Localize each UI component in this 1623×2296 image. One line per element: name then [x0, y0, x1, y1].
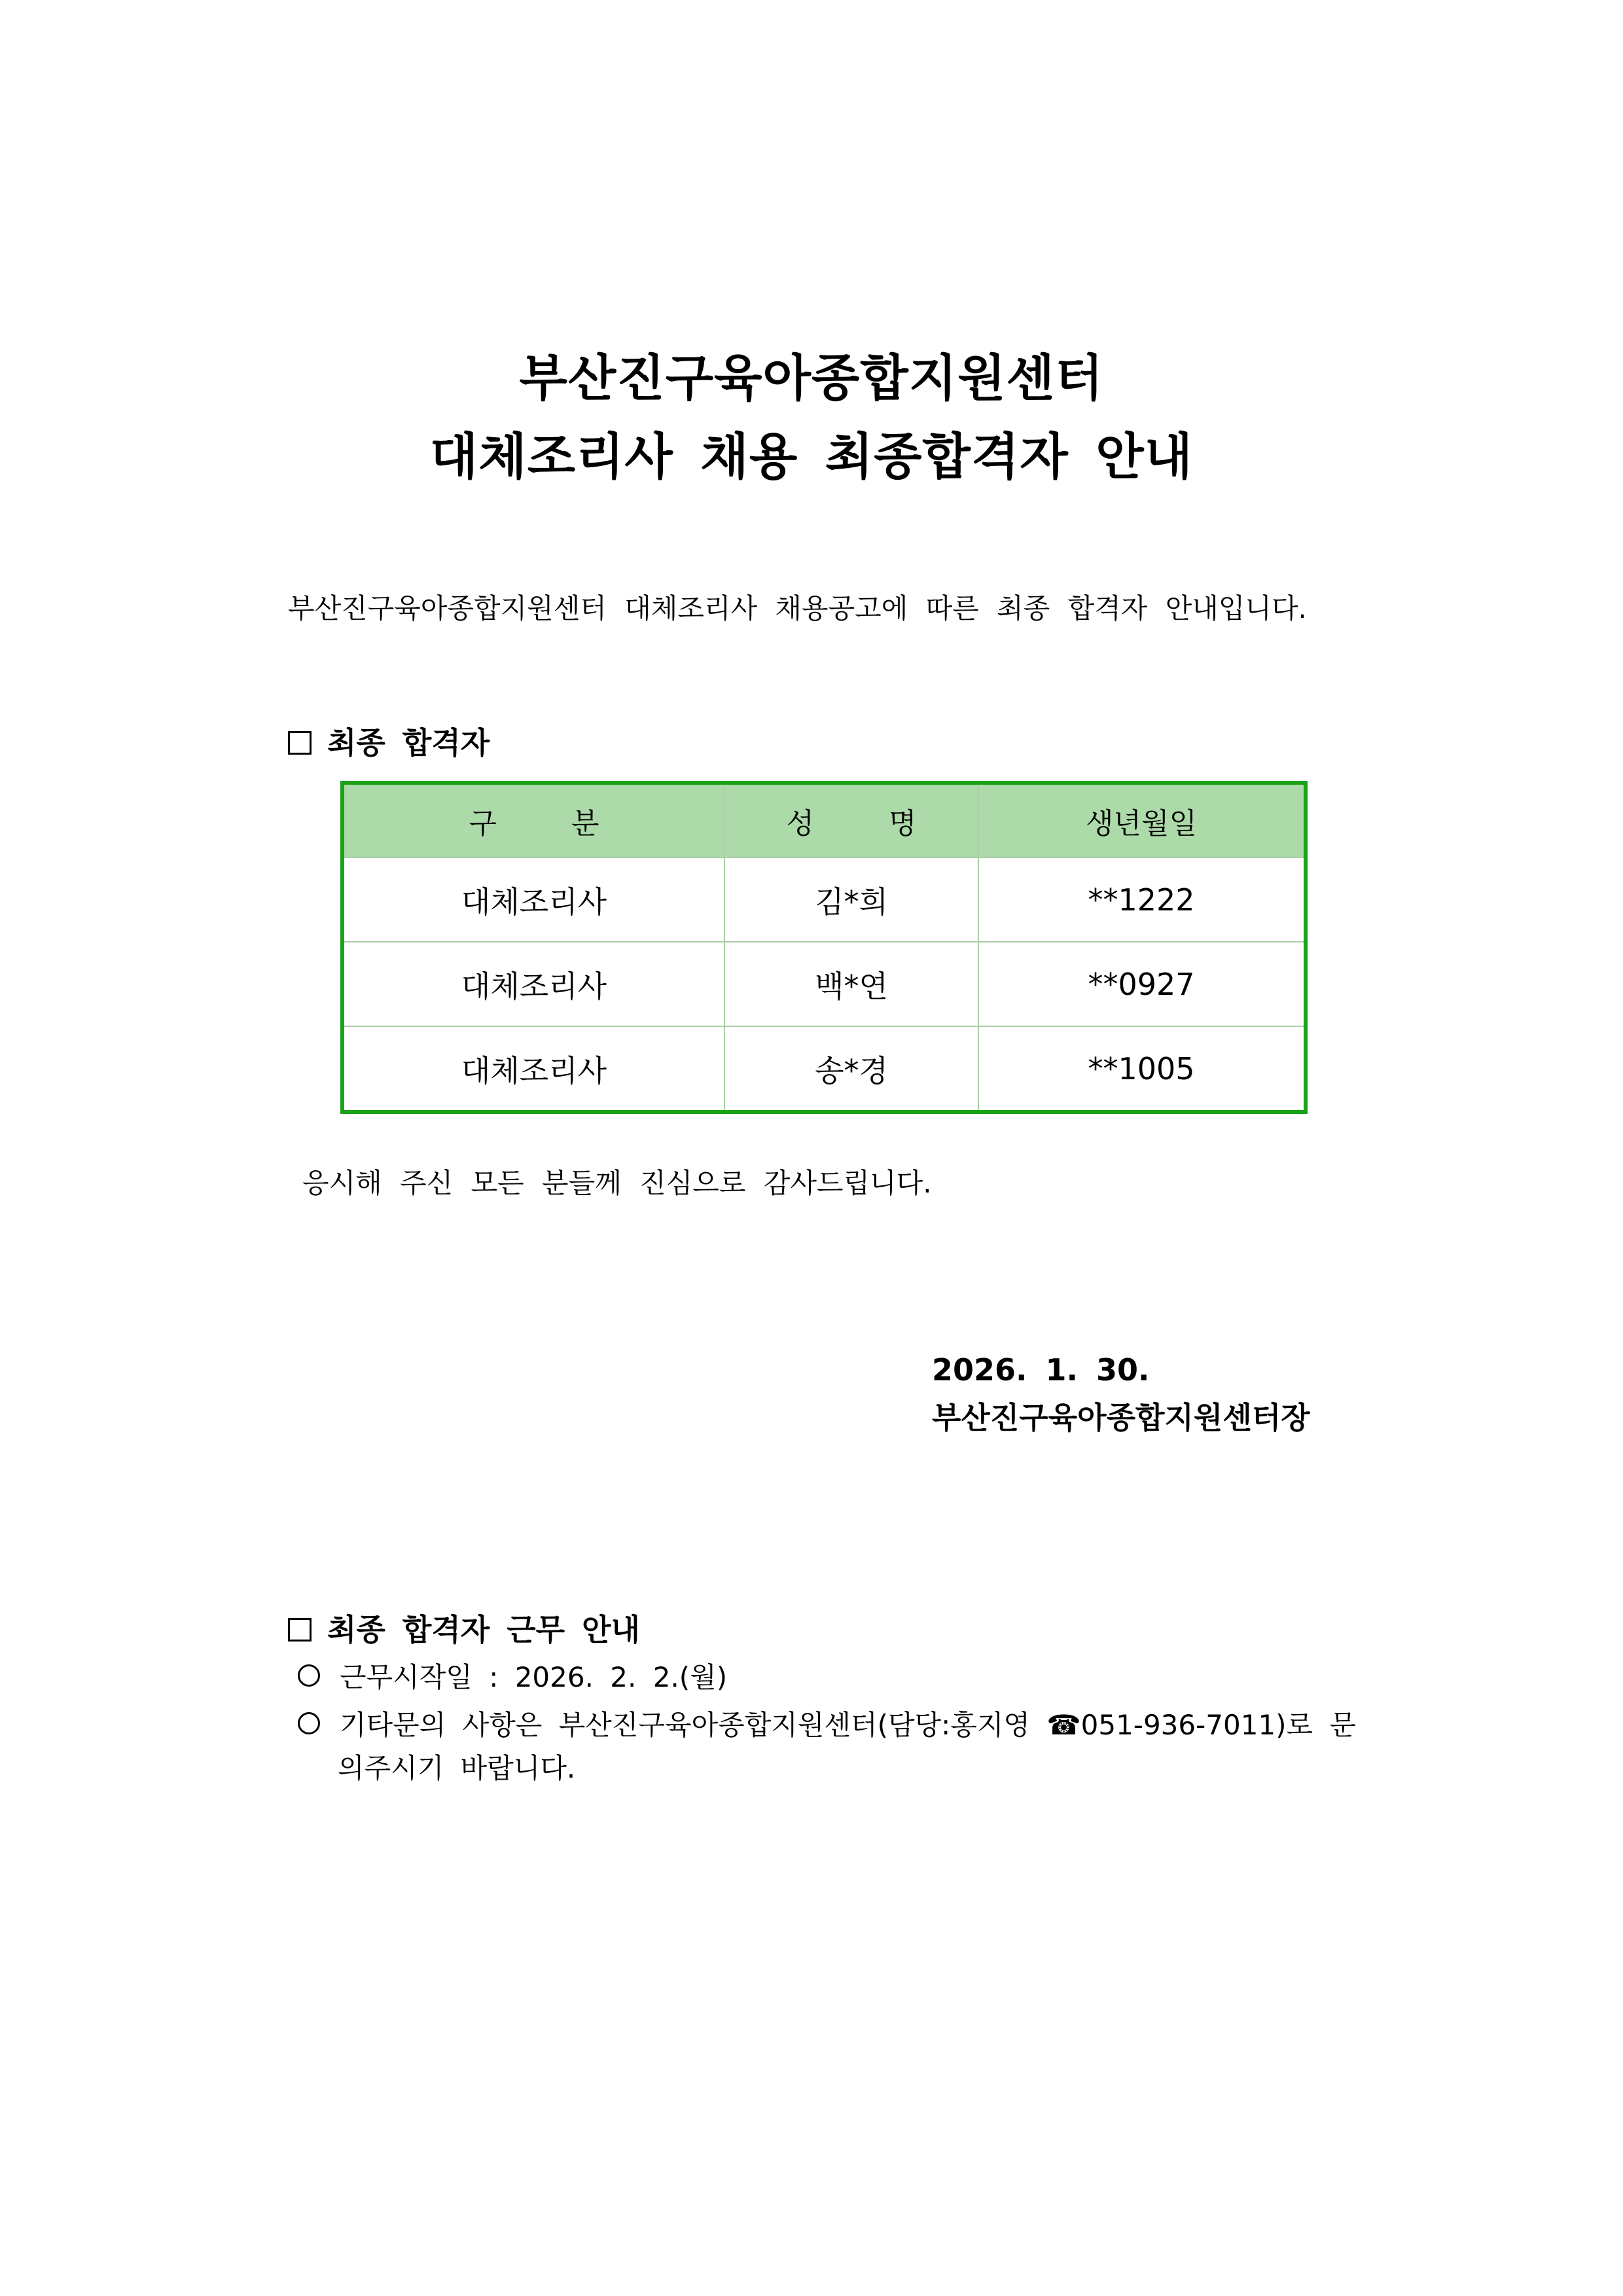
cell-name: 송*경	[724, 1026, 978, 1112]
cell-birthdate: **0927	[978, 942, 1306, 1026]
intro-paragraph: 부산진구육아종합지원센터 대체조리사 채용공고에 따른 최종 합격자 안내입니다.	[288, 592, 1307, 624]
table-row	[342, 1026, 1306, 1112]
cell-category: 대체조리사	[342, 857, 724, 942]
table-row	[342, 942, 1306, 1026]
document-title-line-2: 대체조리사 채용 최종합격자 안내	[429, 427, 1194, 486]
cell-name: 백*연	[724, 942, 978, 1026]
column-header-name: 성 명	[724, 783, 978, 857]
cell-category: 대체조리사	[342, 942, 724, 1026]
document-title-line-1: 부산진구육아종합지원센터	[519, 349, 1104, 407]
list-item-text: 근무시작일 : 2026. 2. 2.(월)	[340, 1661, 728, 1693]
column-header-category: 구 분	[342, 783, 724, 857]
section-heading-label: 최종 합격자	[327, 725, 490, 761]
list-item-start-date	[298, 1656, 727, 1699]
checkbox-square-icon	[288, 1618, 312, 1641]
section-heading-label: 최종 합격자 근무 안내	[327, 1612, 640, 1647]
checkbox-square-icon	[288, 731, 312, 755]
issue-date: 2026. 1. 30.	[932, 1352, 1150, 1388]
section-heading-work-info	[288, 1610, 640, 1649]
final-passers-table	[340, 781, 1308, 1114]
issuer-name: 부산진구육아종합지원센터장	[932, 1400, 1310, 1435]
table-header-row	[342, 783, 1306, 857]
list-item-text: 기타문의 사항은 부산진구육아종합지원센터(담당:홍지영 ☎051-936-7011)로 문	[340, 1709, 1357, 1741]
circle-bullet-icon	[298, 1712, 320, 1734]
circle-bullet-icon	[298, 1664, 320, 1687]
cell-birthdate: **1222	[978, 857, 1306, 942]
list-item-inquiry	[298, 1704, 1356, 1747]
table-row	[342, 857, 1306, 942]
cell-name: 김*희	[724, 857, 978, 942]
section-heading-final-passers	[288, 723, 490, 762]
thanks-message: 응시해 주신 모든 분들께 진심으로 감사드립니다.	[302, 1167, 932, 1199]
list-item-inquiry-continuation: 의주시기 바랍니다.	[338, 1752, 576, 1784]
column-header-birthdate: 생년월일	[978, 783, 1306, 857]
cell-category: 대체조리사	[342, 1026, 724, 1112]
cell-birthdate: **1005	[978, 1026, 1306, 1112]
